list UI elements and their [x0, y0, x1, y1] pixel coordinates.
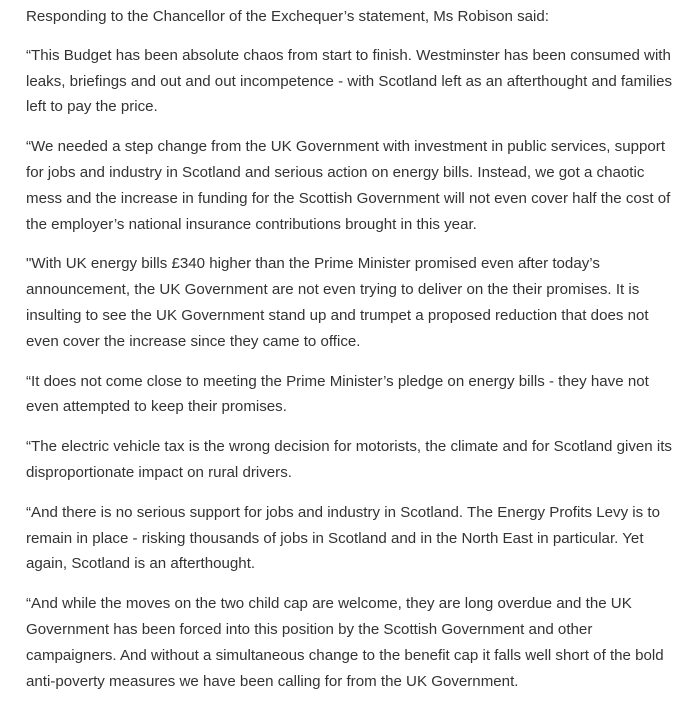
quote-paragraph-ev-tax: “The electric vehicle tax is the wrong decision for motorists, the climate and for Scotland given its disproportionate impact on rural drivers.: [26, 438, 672, 481]
quote-paragraph-child-cap: “And while the moves on the two child cap are welcome, they are long overdue and the UK Government has been forced into this position by the Scottish Government and other campaigners. And without a simultaneous change to the benefit cap it falls well short of the bold anti-poverty measures we have been calling for from the UK Government.: [26, 595, 664, 690]
quote-paragraph-budget-chaos: “This Budget has been absolute chaos from start to finish. Westminster has been consumed with leaks, briefings and out and out incompetence - with Scotland left as an afterthought and families left to pay the price.: [26, 46, 673, 116]
quote-paragraph-jobs-industry: “And there is no serious support for jobs and industry in Scotland. The Energy Profits Levy is to remain in place - risking thousands of jobs in Scotland and in the North East in particular. Yet again, Scotland is an afterthought.: [26, 503, 660, 573]
quote-paragraph-step-change: “We needed a step change from the UK Government with investment in public services, support for jobs and industry in Scotland and serious action on energy bills. Instead, we got a chaotic mess and the increase in funding for the Scottish Government will not even cover half the cost of the employer’s national insurance contributions brought in this year.: [26, 138, 671, 233]
quote-paragraph-energy-bills: "With UK energy bills £340 higher than the Prime Minister promised even after today’s announcement, the UK Government are not even trying to deliver on the their promises. It is insulting to see the UK Government stand up and trumpet a proposed reduction that does not even cover the increase since they came to office.: [26, 255, 649, 350]
intro-paragraph: Responding to the Chancellor of the Exchequer’s statement, Ms Robison said:: [26, 8, 549, 25]
quote-paragraph-pledge: “It does not come close to meeting the Prime Minister’s pledge on energy bills - they have not even attempted to keep their promises.: [26, 372, 649, 416]
article-body: [26, 4, 682, 708]
